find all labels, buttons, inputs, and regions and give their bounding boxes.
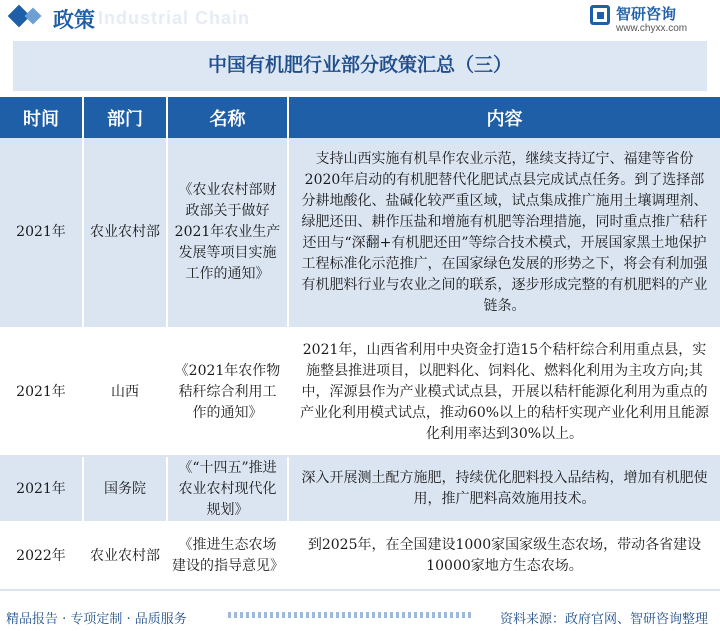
footer-divider — [228, 612, 473, 618]
cell-dept: 国务院 — [83, 456, 167, 522]
cell-time: 2021年 — [0, 456, 83, 522]
cell-time: 2022年 — [0, 522, 83, 590]
footer-tagline: 精品报告 · 专项定制 · 品质服务 — [6, 612, 187, 627]
brand-logo — [590, 3, 702, 37]
cell-name: 《“十四五”推进农业农村现代化规划》 — [167, 456, 288, 522]
logo-icon — [590, 5, 610, 25]
cell-name: 《农业农村部财政部关于做好2021年农业生产发展等项目实施工作的通知》 — [167, 138, 288, 328]
column-header-content: 内容 — [288, 97, 720, 138]
cell-content: 支持山西实施有机旱作农业示范，继续支持辽宁、福建等省份2020年启动的有机肥替代化肥试点县完成试点任务。到了选择部分耕地酸化、盐碱化较严重区域，试点集成推广施用土壤调理剂、绿肥还田、耕作压盐和增施有机肥等治理措施，同时重点推广秸秆还田与“深翻+有机肥还田”等综合技术模式，开展国家黑土地保护工程标准化示范推广，在国家绿色发展的形势之下，将会有利加强有机肥料行业与农业之间的联系，逐步形成完整的有机肥料的产业链条。 — [288, 138, 720, 328]
column-header-dept: 部门 — [83, 97, 167, 138]
cell-name: 《2021年农作物秸秆综合利用工作的通知》 — [167, 328, 288, 456]
logo-url: www.chyxx.com — [616, 23, 688, 34]
table-row — [0, 138, 720, 328]
table-header-row — [0, 97, 720, 138]
cell-content: 2021年，山西省利用中央资金打造15个秸杆综合利用重点县，实施整县推进项目，以肥料化、饲料化、燃料化利用为主攻方向;其中，浑源县作为产业模式试点县，开展以秸杆能源化利用为重点的产业化利用模式试点，推动60%以上的秸杆实现产业化利用且能源化利用率达到30%以上。 — [288, 328, 720, 456]
table-row — [0, 456, 720, 522]
page-footer — [0, 601, 720, 631]
footer-source: 资料来源：政府官网、智研咨询整理 — [499, 612, 708, 627]
cell-dept: 山西 — [83, 328, 167, 456]
watermark-text: Industrial Chain — [98, 8, 251, 28]
diamond-small-icon — [25, 8, 42, 25]
column-header-time: 时间 — [0, 97, 83, 138]
table-row — [0, 522, 720, 590]
table-row — [0, 328, 720, 456]
column-header-name: 名称 — [167, 97, 288, 138]
cell-name: 《推进生态农场建设的指导意见》 — [167, 522, 288, 590]
cell-content: 到2025年，在全国建设1000家国家级生态农场，带动各省建设10000家地方生态农场。 — [288, 522, 720, 590]
cell-dept: 农业农村部 — [83, 138, 167, 328]
cell-content: 深入开展测土配方施肥，持续优化肥料投入品结构，增加有机肥使用，推广肥料高效施用技术。 — [288, 456, 720, 522]
section-title: 政策 — [53, 7, 95, 32]
cell-time: 2021年 — [0, 138, 83, 328]
table-title: 中国有机肥行业部分政策汇总（三） — [207, 54, 512, 76]
logo-name: 智研咨询 — [616, 5, 677, 23]
policy-table — [0, 97, 720, 591]
cell-time: 2021年 — [0, 328, 83, 456]
page-header — [0, 0, 720, 36]
table-title-bar — [13, 41, 707, 91]
cell-dept: 农业农村部 — [83, 522, 167, 590]
